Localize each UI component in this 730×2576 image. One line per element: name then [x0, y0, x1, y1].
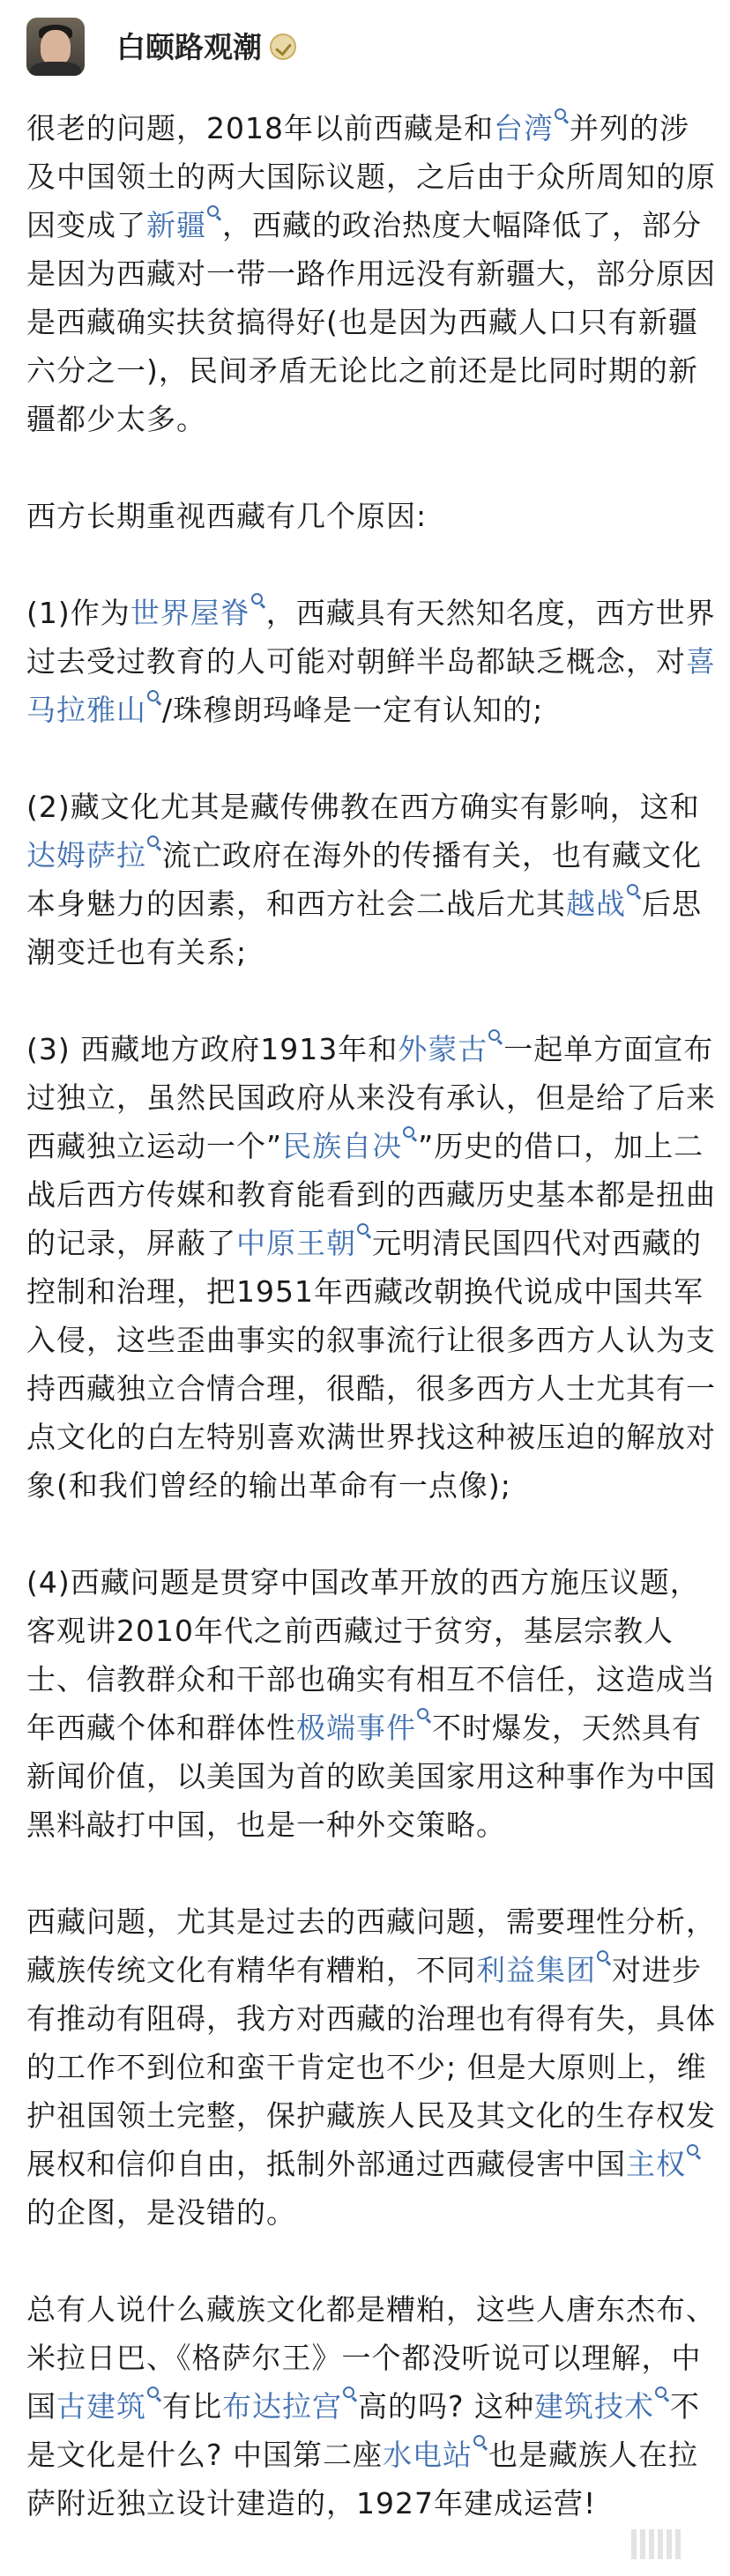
watermark-bar — [640, 2529, 645, 2559]
text: ，西藏具有天然知名度，西方世界过去受过教育的人可能对朝鲜半岛都缺乏概念，对 — [26, 596, 716, 679]
topic-link-xinjiang[interactable]: 新疆 — [146, 208, 206, 242]
search-icon[interactable] — [654, 2386, 670, 2407]
topic-link-potala-palace[interactable]: 布达拉宫 — [222, 2389, 342, 2424]
topic-link-building-technology[interactable]: 建筑技术 — [534, 2389, 655, 2424]
text: (4)西藏问题是贯穿中国改革开放的西方施压议题，客观讲2010年代之前西藏过于贫穷，基层宗教人士、信教群众和干部也确实有相互不信任，这造成当年西藏个体和群体性 — [26, 1565, 716, 1745]
search-icon[interactable] — [554, 108, 570, 129]
search-icon[interactable] — [146, 689, 162, 710]
search-icon[interactable] — [596, 1949, 612, 1971]
text: 元明清民国四代对西藏的控制和治理，把1951年西藏改朝换代说成中国共军入侵，这些歪曲事实的叙事流行让很多西方人认为支持西藏独立合情合理，很酷，很多西方人士尤其有一点文化的白左特别喜欢满世界找这种被压迫的解放对象(和我们曾经的输出革命有一点像); — [26, 1226, 716, 1503]
topic-link-self-determination[interactable]: 民族自决 — [282, 1129, 403, 1163]
text: 高的吗? 这种 — [358, 2389, 535, 2424]
watermark-bar — [649, 2529, 654, 2559]
search-icon[interactable] — [342, 2386, 358, 2407]
text: 后思潮变迁也有关系; — [26, 887, 702, 969]
text: 不是文化是什么? 中国第二座 — [26, 2389, 701, 2472]
text: 一起单方面宣布过独立，虽然民国政府从来没有承认，但是给了后来西藏独立运动一个” — [26, 1032, 716, 1163]
paragraph-2 — [26, 492, 716, 540]
text: 并列的涉及中国领土的两大国际议题，之后由于众所周知的原因变成了 — [26, 111, 716, 242]
search-icon[interactable] — [146, 835, 162, 856]
avatar-shirt — [30, 62, 81, 76]
text: (1)作为 — [26, 596, 130, 630]
paragraph-8 — [26, 2285, 716, 2528]
topic-link-hydropower-station[interactable]: 水电站 — [383, 2438, 473, 2472]
search-icon[interactable] — [416, 1707, 432, 1728]
topic-link-taiwan[interactable]: 台湾 — [493, 111, 554, 145]
search-icon[interactable] — [686, 2143, 702, 2164]
post-content — [26, 104, 716, 2576]
text: 的企图，是没错的。 — [26, 2195, 296, 2230]
paragraph-3 — [26, 589, 716, 734]
topic-link-interest-groups[interactable]: 利益集团 — [476, 1953, 596, 1987]
watermark-icon — [631, 2529, 711, 2565]
post-header — [0, 0, 730, 92]
topic-link-himalaya[interactable]: 喜马拉雅山 — [26, 644, 716, 727]
topic-link-ancient-architecture[interactable]: 古建筑 — [56, 2389, 146, 2424]
username[interactable]: 白颐路观潮 — [116, 30, 262, 64]
text: ，西藏的政治热度大幅降低了，部分是因为西藏对一带一路作用远没有新疆大，部分原因是西藏确实扶贫搞得好(也是因为西藏人口只有新疆六分之一)，民间矛盾无论比之前还是比同时期的新疆都少太多。 — [26, 208, 716, 436]
search-icon[interactable] — [473, 2434, 488, 2455]
text: 西方长期重视西藏有几个原因: — [26, 499, 428, 533]
search-icon[interactable] — [626, 883, 642, 904]
topic-link-extreme-incidents[interactable]: 极端事件 — [296, 1711, 416, 1745]
avatar[interactable] — [26, 18, 85, 76]
text: (3) 西藏地方政府1913年和 — [26, 1032, 399, 1066]
watermark-bar — [631, 2529, 637, 2559]
topic-link-outer-mongolia[interactable]: 外蒙古 — [398, 1032, 488, 1066]
search-icon[interactable] — [206, 204, 222, 226]
paragraph-4 — [26, 783, 716, 976]
search-icon[interactable] — [402, 1125, 418, 1147]
topic-link-sovereignty[interactable]: 主权 — [626, 2147, 686, 2181]
search-icon[interactable] — [356, 1222, 372, 1243]
paragraph-5 — [26, 1025, 716, 1510]
text: 总有人说什么藏族文化都是糟粕，这些人唐东杰布、米拉日巴、《格萨尔王》一个都没听说可以理解，中国 — [26, 2292, 716, 2424]
search-icon[interactable] — [250, 592, 266, 613]
text: /珠穆朗玛峰是一定有认知的; — [162, 693, 544, 727]
watermark-bar — [675, 2529, 681, 2559]
text: 西藏问题，尤其是过去的西藏问题，需要理性分析，藏族传统文化有精华有糟粕，不同 — [26, 1904, 716, 1987]
topic-link-dharamsala[interactable]: 达姆萨拉 — [26, 838, 146, 872]
paragraph-7 — [26, 1897, 716, 2237]
text: 有比 — [162, 2389, 222, 2424]
text: 也是藏族人在拉萨附近独立设计建造的，1927年建成运营! — [26, 2438, 699, 2520]
paragraph-1 — [26, 104, 716, 443]
text: 对进步有推动有阻碍，我方对西藏的治理也有得有失，具体的工作不到位和蛮干肯定也不少; 但是大原则上，维护祖国领土完整，保护藏族人民及其文化的生存权发展权和信仰自由，抵制外部通过西藏侵害中国 — [26, 1953, 716, 2181]
topic-link-vietnam-war[interactable]: 越战 — [566, 887, 626, 921]
watermark-bar — [658, 2529, 663, 2559]
avatar-face — [41, 30, 71, 65]
verified-badge-icon — [270, 33, 296, 60]
watermark-bar — [667, 2529, 672, 2559]
text: (2)藏文化尤其是藏传佛教在西方确实有影响，这和 — [26, 790, 700, 824]
text: 不时爆发，天然具有新闻价值，以美国为首的欧美国家用这种事作为中国黑料敲打中国，也是一种外交策略。 — [26, 1711, 716, 1842]
text: 很老的问题，2018年以前西藏是和 — [26, 111, 494, 145]
text: ”历史的借口，加上二战后西方传媒和教育能看到的西藏历史基本都是扭曲的记录，屏蔽了 — [26, 1129, 716, 1260]
search-icon[interactable] — [488, 1028, 503, 1050]
search-icon[interactable] — [146, 2386, 162, 2407]
topic-link-central-dynasty[interactable]: 中原王朝 — [236, 1226, 356, 1260]
paragraph-6 — [26, 1558, 716, 1849]
topic-link-roof-of-world[interactable]: 世界屋脊 — [130, 596, 250, 630]
text: 流亡政府在海外的传播有关，也有藏文化本身魅力的因素，和西方社会二战后尤其 — [26, 838, 702, 921]
